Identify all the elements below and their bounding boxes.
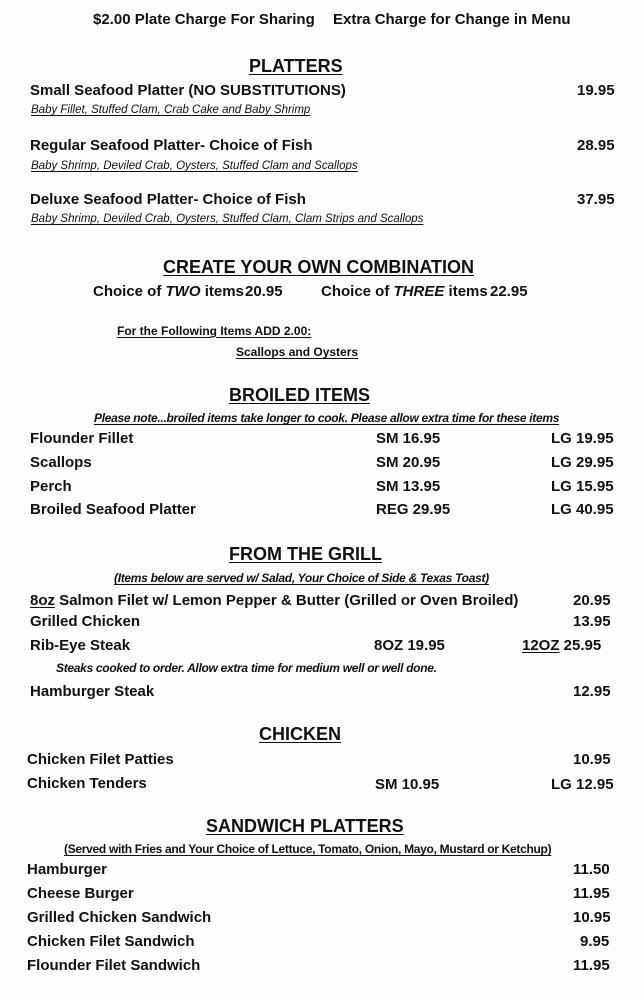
sandwich-note: (Served with Fries and Your Choice of Lettuce, Tomato, Onion, Mayo, Mustard or Ketchup) bbox=[64, 842, 552, 856]
broiled-item-name: Scallops bbox=[30, 454, 92, 471]
broiled-item-small: SM 20.95 bbox=[376, 454, 441, 471]
platter-name: Regular Seafood Platter- Choice of Fish bbox=[30, 137, 313, 154]
grill-salmon-price: 20.95 bbox=[573, 592, 611, 609]
sandwich-price: 9.95 bbox=[580, 933, 610, 950]
broiled-title: BROILED ITEMS bbox=[229, 385, 371, 405]
sandwich-price: 11.95 bbox=[573, 957, 610, 974]
sandwich-price: 11.95 bbox=[573, 885, 610, 902]
broiled-item-large: LG 19.95 bbox=[551, 430, 614, 447]
broiled-item-small: SM 13.95 bbox=[376, 478, 441, 495]
combo-two-price: 20.95 bbox=[245, 283, 283, 300]
chicken-tenders-small: SM 10.95 bbox=[375, 776, 440, 793]
broiled-item-name: Broiled Seafood Platter bbox=[30, 501, 196, 518]
platter-desc: Baby Shrimp, Deviled Crab, Oysters, Stuffed Clam and Scallops bbox=[31, 160, 358, 172]
combination-title: CREATE YOUR OWN COMBINATION bbox=[163, 257, 474, 277]
grill-hamburger-steak: Hamburger Steak bbox=[30, 683, 155, 700]
sandwich-price: 10.95 bbox=[573, 909, 611, 926]
platter-name: Small Seafood Platter (NO SUBSTITUTIONS) bbox=[30, 82, 346, 99]
broiled-item-small: REG 29.95 bbox=[376, 501, 451, 518]
sandwich-title: SANDWICH PLATTERS bbox=[206, 816, 404, 836]
platter-desc: Baby Shrimp, Deviled Crab, Oysters, Stuffed Clam, Clam Strips and Scallops bbox=[31, 213, 424, 225]
combo-add-items: Scallops and Oysters bbox=[236, 345, 359, 359]
combo-two: Choice of TWO items bbox=[93, 283, 244, 300]
broiled-note: Please note...broiled items take longer to cook. Please allow extra time for these items bbox=[94, 411, 560, 425]
chicken-title: CHICKEN bbox=[259, 724, 342, 744]
sandwich-name: Hamburger bbox=[27, 861, 108, 878]
sandwich-name: Flounder Filet Sandwich bbox=[27, 957, 201, 974]
plate-charge-note: $2.00 Plate Charge For Sharing bbox=[93, 11, 315, 28]
grill-salmon: 8oz Salmon Filet w/ Lemon Pepper & Butter (Grilled or Oven Broiled) bbox=[30, 592, 519, 609]
combo-add-note: For the Following Items ADD 2.00: bbox=[117, 324, 312, 338]
sandwich-price: 11.50 bbox=[573, 861, 610, 878]
grill-ribeye-large: 12OZ 25.95 bbox=[522, 637, 602, 654]
grill-chicken-price: 13.95 bbox=[573, 613, 611, 630]
grill-ribeye: Rib-Eye Steak bbox=[30, 637, 131, 654]
grill-chicken: Grilled Chicken bbox=[30, 613, 141, 630]
extra-charge-note: Extra Charge for Change in Menu bbox=[333, 11, 571, 28]
steak-note: Steaks cooked to order. Allow extra time for medium well or well done. bbox=[56, 661, 437, 675]
chicken-patties: Chicken Filet Patties bbox=[27, 751, 174, 768]
platter-price: 28.95 bbox=[577, 137, 615, 154]
grill-note: (Items below are served w/ Salad, Your Choice of Side & Texas Toast) bbox=[114, 571, 489, 585]
chicken-tenders-large: LG 12.95 bbox=[551, 776, 614, 793]
platters-title: PLATTERS bbox=[249, 56, 343, 76]
broiled-item-large: LG 15.95 bbox=[551, 478, 614, 495]
chicken-patties-price: 10.95 bbox=[573, 751, 611, 768]
platter-price: 19.95 bbox=[577, 82, 615, 99]
combo-three: Choice of THREE items bbox=[321, 283, 488, 300]
sandwich-name: Chicken Filet Sandwich bbox=[27, 933, 195, 950]
grill-ribeye-small: 8OZ 19.95 bbox=[374, 637, 445, 654]
sandwich-name: Cheese Burger bbox=[27, 885, 134, 902]
grill-title: FROM THE GRILL bbox=[229, 544, 382, 564]
chicken-tenders: Chicken Tenders bbox=[27, 775, 147, 792]
platter-name: Deluxe Seafood Platter- Choice of Fish bbox=[30, 191, 306, 208]
grill-hamburger-steak-price: 12.95 bbox=[573, 683, 611, 700]
broiled-item-name: Flounder Fillet bbox=[30, 430, 134, 447]
broiled-item-large: LG 29.95 bbox=[551, 454, 614, 471]
combo-three-price: 22.95 bbox=[490, 283, 528, 300]
platter-price: 37.95 bbox=[577, 191, 615, 208]
sandwich-name: Grilled Chicken Sandwich bbox=[27, 909, 212, 926]
broiled-item-small: SM 16.95 bbox=[376, 430, 441, 447]
broiled-item-large: LG 40.95 bbox=[551, 501, 614, 518]
broiled-item-name: Perch bbox=[30, 478, 72, 495]
platter-desc: Baby Fillet, Stuffed Clam, Crab Cake and Baby Shrimp bbox=[31, 104, 311, 116]
